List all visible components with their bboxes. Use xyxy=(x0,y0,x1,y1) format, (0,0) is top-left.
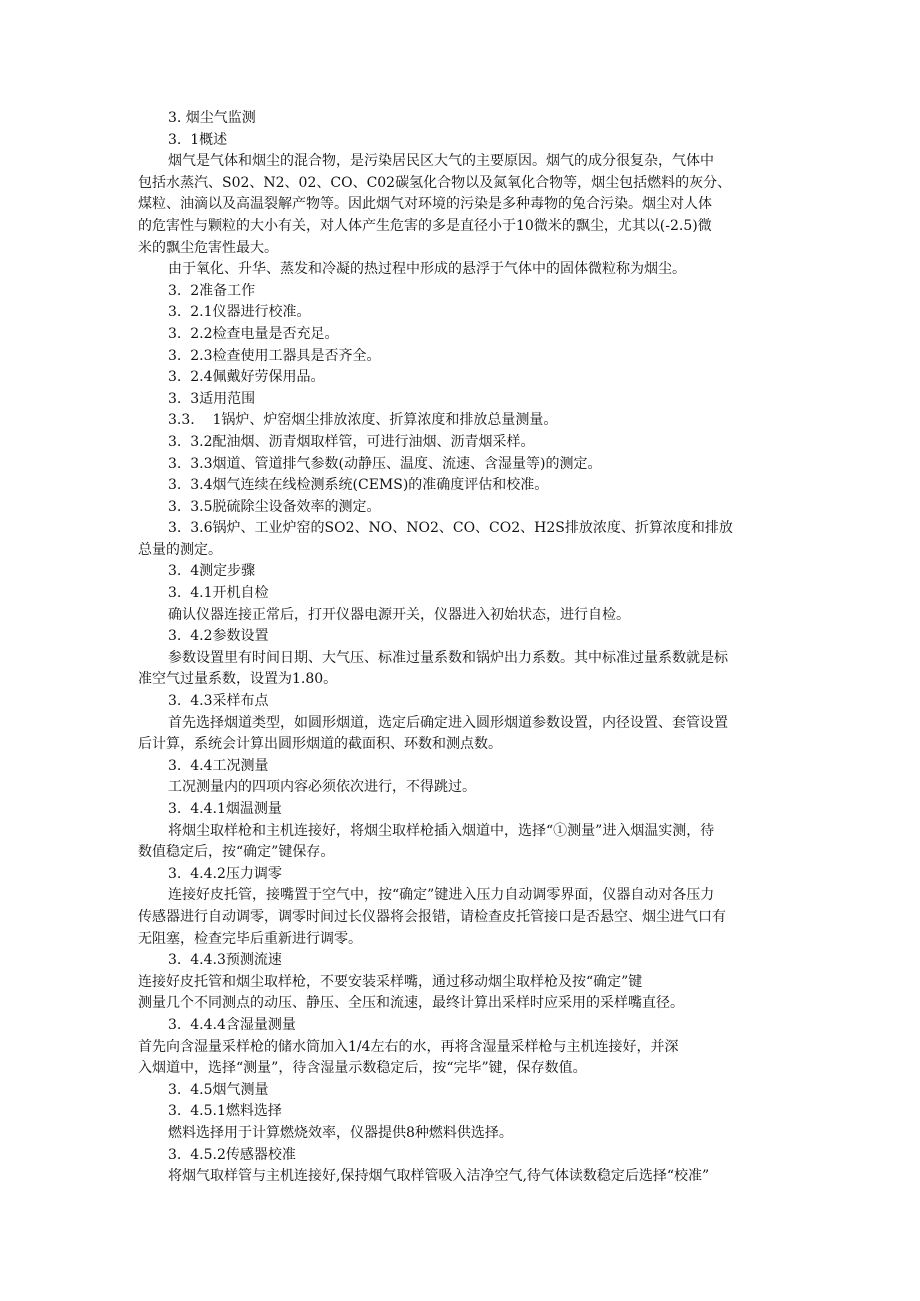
section-heading: 3. 4.2参数设置 xyxy=(168,628,269,645)
section-heading: 3. 2.4佩戴好劳保用品。 xyxy=(168,369,325,386)
paragraph-line: 入烟道中，选择“测量”，待含湿量示数稳定后，按“完毕”键，保存数值。 xyxy=(138,1060,587,1077)
section-heading: 3. 2.2检查电量是否充足。 xyxy=(168,325,339,342)
section-heading: 3. 4.5.2传感器校准 xyxy=(168,1146,296,1163)
section-heading: 3. 3.5脱硫除尘设备效率的测定。 xyxy=(168,498,381,515)
paragraph-line: 米的飘尘危害性最大。 xyxy=(138,239,278,256)
paragraph-line: 将烟气取样管与主机连接好,保持烟气取样管吸入洁净空气,待气体读数稳定后选择“校准” xyxy=(168,1168,710,1185)
section-heading: 3. 4测定步骤 xyxy=(168,563,256,580)
document-body xyxy=(138,108,798,1188)
section-heading: 3. 4.3采样布点 xyxy=(168,693,269,710)
paragraph-line: 连接好皮托管，接嘴置于空气中，按“确定”键进入压力自动调零界面，仪器自动对各压力 xyxy=(168,887,715,904)
section-heading: 3. 2.1仪器进行校准。 xyxy=(168,304,311,321)
paragraph-line: 无阻塞，检查完毕后重新进行调零。 xyxy=(138,930,362,947)
paragraph-line: 包括水蒸汽、S02、N2、02、CO、C02碳氢化合物以及氮氧化合物等，烟尘包括燃料的灰分、 xyxy=(138,174,732,191)
section-heading: 3. 3.4烟气连续在线检测系统(CEMS)的准确度评估和校准。 xyxy=(168,477,549,494)
paragraph-line: 测量几个不同测点的动压、静压、全压和流速，最终计算出采样时应采用的采样嘴直径。 xyxy=(138,995,684,1012)
paragraph-line: 首先向含湿量采样枪的储水筒加入1/4左右的水，再将含湿量采样枪与主机连接好，并深 xyxy=(138,1038,679,1055)
paragraph-line: 参数设置里有时间日期、大气压、标准过量系数和锅炉出力系数。其中标准过量系数就是标 xyxy=(168,649,728,666)
section-heading: 3. 3.3烟道、管道排气参数(动静压、温度、流速、含湿量等)的测定。 xyxy=(168,455,602,472)
section-heading: 3. 4.4.1烟温测量 xyxy=(168,801,282,817)
paragraph-line: 由于氧化、升华、蒸发和冷凝的热过程中形成的悬浮于气体中的固体微粒称为烟尘。 xyxy=(168,261,686,278)
section-heading: 3. 4.4.3预测流速 xyxy=(168,952,282,969)
section-heading: 3. 2.3检查使用工器具是否齐全。 xyxy=(168,347,381,364)
section-heading: 3. 3.2配油烟、沥青烟取样管，可进行油烟、沥青烟采样。 xyxy=(168,433,535,450)
section-heading: 3. 4.4工况测量 xyxy=(168,757,269,774)
section-heading: 3. 4.5.1燃料选择 xyxy=(168,1103,282,1120)
section-heading: 3. 3适用范围 xyxy=(168,390,256,407)
paragraph-line: 后计算，系统会计算出圆形烟道的截面积、环数和测点数。 xyxy=(138,736,502,753)
section-heading: 3. 4.4.2压力调零 xyxy=(168,865,282,882)
paragraph-line: 首先选择烟道类型，如圆形烟道，选定后确定进入圆形烟道参数设置，内径设置、套管设置 xyxy=(168,714,728,731)
paragraph-line: 煤粒、油滴以及高温裂解产物等。因此烟气对环境的污染是多种毒物的兔合污染。烟尘对人体 xyxy=(138,196,712,213)
section-heading: 3.3. 1锅炉、炉窑烟尘排放浓度、折算浓度和排放总量测量。 xyxy=(168,412,558,429)
paragraph-line: 传感器进行自动调零，调零时间过长仪器将会报错，请检查皮托管接口是否悬空、烟尘进气口有 xyxy=(138,908,726,925)
section-heading: 3. 烟尘气监测 xyxy=(168,110,256,126)
section-heading: 3. 1概述 xyxy=(168,131,228,148)
paragraph-line: 工况测量内的四项内容必须依次进行，不得跳过。 xyxy=(168,779,476,796)
paragraph-line: 的危害性与颗粒的大小有关，对人体产生危害的多是直径小于10微米的飘尘，尤其以(-2.5)微 xyxy=(138,217,712,234)
paragraph-line: 连接好皮托管和烟尘取样枪，不要安装采样嘴，通过移动烟尘取样枪及按“确定”键 xyxy=(138,973,643,990)
section-heading: 3. 2准备工作 xyxy=(168,282,256,299)
section-heading: 3. 4.1开机自检 xyxy=(168,585,269,602)
paragraph-line: 将烟尘取样枪和主机连接好，将烟尘取样枪插入烟道中，选择“①测量”进入烟温实测，待 xyxy=(168,822,715,839)
section-heading: 3. 4.5烟气测量 xyxy=(168,1081,269,1098)
paragraph-line: 准空气过量系数，设置为1.80。 xyxy=(138,671,338,688)
paragraph-line: 确认仪器连接正常后，打开仪器电源开关，仪器进入初始状态，进行自检。 xyxy=(168,606,630,623)
paragraph-line: 数值稳定后，按“确定”键保存。 xyxy=(138,844,335,861)
section-heading: 3. 3.6锅炉、工业炉窑的SO2、NO、NO2、CO、CO2、H2S排放浓度、折算浓度和排放 xyxy=(168,520,733,537)
paragraph-line: 总量的测定。 xyxy=(138,541,222,558)
paragraph-line: 烟气是气体和烟尘的混合物，是污染居民区大气的主要原因。烟气的成分很复杂，气体中 xyxy=(168,153,714,170)
paragraph-line: 燃料选择用于计算燃烧效率，仪器提供8种燃料供选择。 xyxy=(168,1124,513,1141)
section-heading: 3. 4.4.4含湿量测量 xyxy=(168,1016,296,1033)
